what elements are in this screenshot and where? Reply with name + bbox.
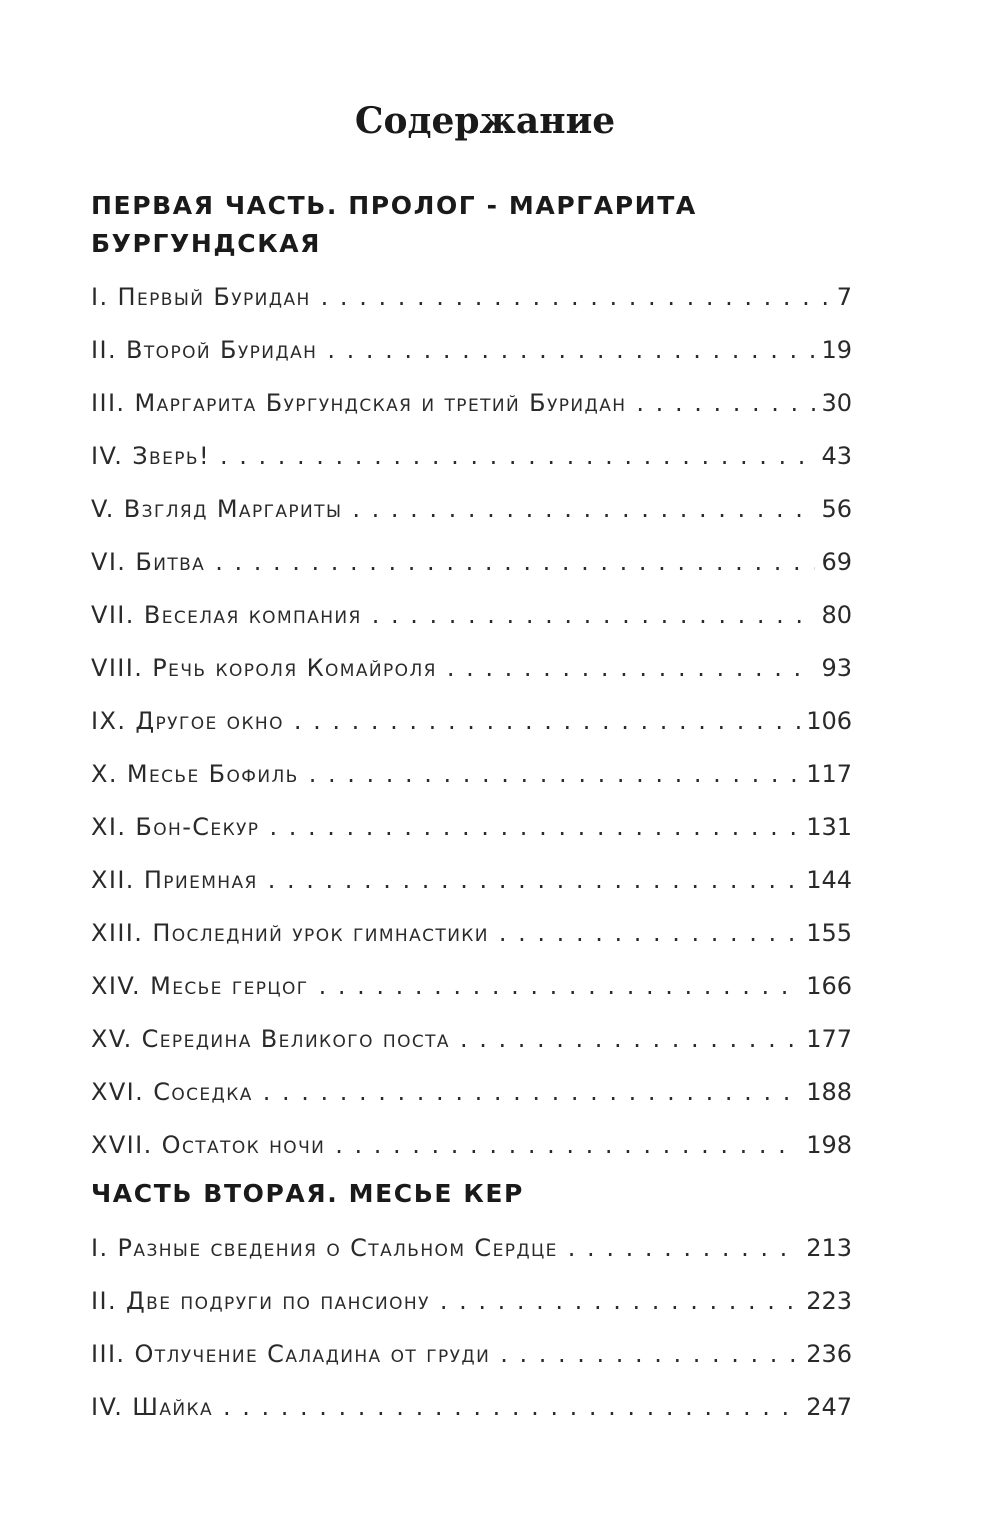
toc-entry[interactable] [91,695,852,748]
chapter-title: XVI. Соседка [91,1078,253,1106]
toc-entry[interactable] [91,1222,852,1275]
chapter-title: VII. Веселая компания [91,601,362,629]
dot-leader [268,854,800,907]
chapter-title: II. Две подруги по пансиону [91,1287,430,1315]
chapter-title: XVII. Остаток ночи [91,1131,326,1159]
toc-entry[interactable] [91,748,852,801]
toc-entry[interactable] [91,907,852,960]
toc-entry[interactable] [91,854,852,907]
chapter-page-number: 131 [806,813,852,841]
dot-leader [372,589,816,642]
dot-leader [499,907,800,960]
dot-leader [352,483,815,536]
toc-entry[interactable] [91,960,852,1013]
dot-leader [223,1381,800,1434]
chapter-title: VI. Битва [91,548,206,576]
part-1-chapter-list [91,271,852,1172]
dot-leader [220,430,815,483]
dot-leader [335,1119,800,1172]
dot-leader [440,1275,800,1328]
chapter-title: XIV. Месье герцог [91,972,309,1000]
toc-entry[interactable] [91,430,852,483]
toc-entry[interactable] [91,377,852,430]
chapter-page-number: 223 [806,1287,852,1315]
dot-leader [319,960,801,1013]
page-title: Содержание [354,100,616,142]
chapter-page-number: 188 [806,1078,852,1106]
chapter-title: II. Второй Буридан [91,336,318,364]
dot-leader [321,271,831,324]
chapter-page-number: 56 [821,495,852,523]
part-1-heading-line-1: ПЕРВАЯ ЧАСТЬ. ПРОЛОГ - МАРГАРИТА [91,191,697,220]
dot-leader [447,642,816,695]
chapter-title: IV. Зверь! [91,442,210,470]
chapter-page-number: 117 [806,760,852,788]
toc-entry[interactable] [91,589,852,642]
toc-entry[interactable] [91,483,852,536]
dot-leader [327,324,815,377]
dot-leader [294,695,800,748]
toc-entry[interactable] [91,1066,852,1119]
chapter-page-number: 247 [806,1393,852,1421]
toc-entry[interactable] [91,324,852,377]
chapter-page-number: 69 [821,548,852,576]
chapter-page-number: 198 [806,1131,852,1159]
chapter-page-number: 177 [806,1025,852,1053]
part-2-heading-line-1: ЧАСТЬ ВТОРАЯ. МЕСЬЕ КЕР [91,1179,524,1208]
part-2-heading [91,1175,811,1213]
toc-entry[interactable] [91,801,852,854]
chapter-page-number: 166 [806,972,852,1000]
toc-entry[interactable] [91,642,852,695]
chapter-title: X. Месье Бофиль [91,760,299,788]
part-1-heading [91,187,811,263]
chapter-page-number: 30 [821,389,852,417]
chapter-title: IX. Другое окно [91,707,284,735]
dot-leader [263,1066,800,1119]
chapter-title: I. Разные сведения о Стальном Сердце [91,1234,558,1262]
dot-leader [215,536,815,589]
chapter-title: XI. Бон-Секур [91,813,260,841]
chapter-page-number: 106 [806,707,852,735]
chapter-title: IV. Шайка [91,1393,213,1421]
chapter-title: III. Отлучение Саладина от груди [91,1340,491,1368]
part-2-chapter-list [91,1222,852,1434]
dot-leader [636,377,815,430]
chapter-page-number: 80 [821,601,852,629]
chapter-title: XV. Середина Великого поста [91,1025,450,1053]
toc-entry[interactable] [91,271,852,324]
chapter-page-number: 144 [806,866,852,894]
toc-entry[interactable] [91,1381,852,1434]
chapter-page-number: 236 [806,1340,852,1368]
chapter-page-number: 155 [806,919,852,947]
toc-entry[interactable] [91,1328,852,1381]
chapter-title: VIII. Речь короля Комайроля [91,654,437,682]
chapter-page-number: 43 [821,442,852,470]
dot-leader [269,801,800,854]
dot-leader [309,748,800,801]
dot-leader [500,1328,800,1381]
chapter-page-number: 19 [821,336,852,364]
toc-entry[interactable] [91,1275,852,1328]
chapter-title: XIII. Последний урок гимнастики [91,919,489,947]
chapter-page-number: 213 [806,1234,852,1262]
chapter-title: III. Маргарита Бургундская и третий Буридан [91,389,627,417]
chapter-page-number: 7 [836,283,852,311]
dot-leader [460,1013,800,1066]
toc-entry[interactable] [91,536,852,589]
chapter-page-number: 93 [821,654,852,682]
part-1-heading-line-2: БУРГУНДСКАЯ [91,229,322,258]
dot-leader [568,1222,800,1275]
toc-entry[interactable] [91,1119,852,1172]
chapter-title: XII. Приемная [91,866,258,894]
toc-entry[interactable] [91,1013,852,1066]
chapter-title: V. Взгляд Маргариты [91,495,343,523]
chapter-title: I. Первый Буридан [91,283,311,311]
